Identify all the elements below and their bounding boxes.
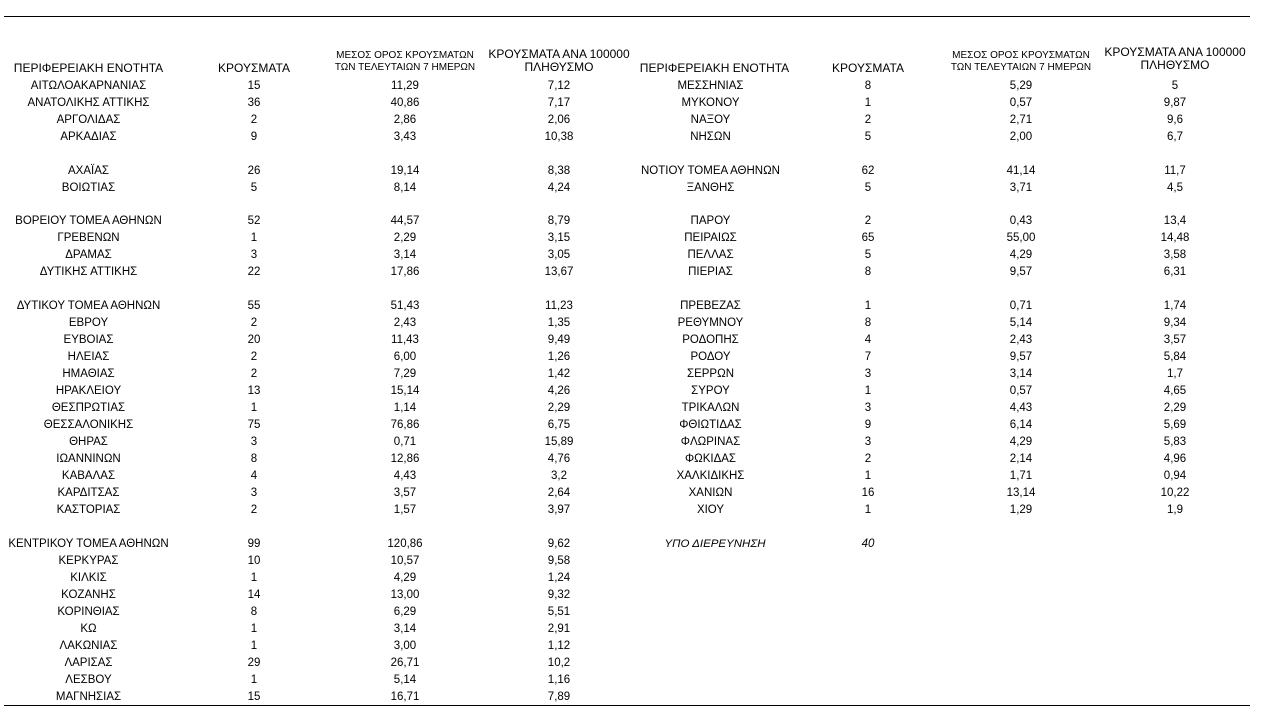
- cell-cases: 3: [864, 368, 872, 380]
- left-header-cases: ΚΡΟΥΣΜΑΤΑ: [218, 61, 290, 75]
- cell-cases: 10: [247, 555, 261, 567]
- cell-avg: 2,43: [1009, 334, 1033, 346]
- cell-cases: 52: [247, 215, 261, 227]
- cell-avg: 7,29: [393, 368, 417, 380]
- cell-region: ΔΡΑΜΑΣ: [65, 249, 112, 261]
- cell-cases: 15: [247, 80, 261, 92]
- cell-per: 6,31: [1163, 266, 1187, 278]
- cell-region: ΣΥΡΟΥ: [691, 385, 730, 397]
- cell-per: 11,7: [1164, 165, 1186, 177]
- cell-per: 9,6: [1167, 114, 1183, 126]
- cell-per: 3,97: [547, 504, 571, 516]
- table-row: [0, 264, 1264, 281]
- right-header-cases: ΚΡΟΥΣΜΑΤΑ: [832, 61, 904, 75]
- table-row: [0, 95, 1264, 112]
- cell-region: ΚΟΖΑΝΗΣ: [61, 589, 116, 601]
- cell-cases: 36: [247, 97, 261, 109]
- cell-region: ΜΕΣΣΗΝΙΑΣ: [677, 80, 744, 92]
- under-investigation-row: [0, 536, 1264, 553]
- cell-per: 4,96: [1163, 453, 1187, 465]
- cell-cases: 13: [247, 385, 261, 397]
- cell-avg: 3,14: [1009, 368, 1033, 380]
- cell-per: 1,16: [547, 674, 571, 686]
- cell-avg: 2,43: [393, 317, 417, 329]
- cell-avg: 55,00: [1006, 232, 1036, 244]
- right-header-avg: [946, 50, 1096, 74]
- cell-per: 4,65: [1163, 385, 1187, 397]
- table-row: [0, 213, 1264, 230]
- cell-per: 10,38: [544, 131, 574, 143]
- cell-region: ΚΙΛΚΙΣ: [70, 572, 107, 584]
- table-row: [0, 129, 1264, 146]
- cell-per: 1,9: [1167, 504, 1183, 516]
- cell-cases: 3: [864, 436, 872, 448]
- cell-region: ΣΕΡΡΩΝ: [686, 368, 735, 380]
- table-row: [0, 502, 1264, 519]
- cell-cases: 8: [864, 317, 872, 329]
- cell-cases: 1: [250, 674, 258, 686]
- cell-region: ΡΟΔΟΥ: [690, 351, 731, 363]
- cell-region: ΗΡΑΚΛΕΙΟΥ: [55, 385, 122, 397]
- cell-cases: 3: [250, 487, 258, 499]
- table-row: [0, 349, 1264, 366]
- cell-cases: 8: [250, 606, 258, 618]
- cell-region: ΙΩΑΝΝΙΝΩΝ: [56, 453, 121, 465]
- cell-cases: 4: [250, 470, 258, 482]
- cell-avg: 11,29: [391, 80, 419, 92]
- table-row: [0, 298, 1264, 315]
- cell-per: 5: [1171, 80, 1179, 92]
- cell-per: 6,7: [1167, 131, 1183, 143]
- cell-avg: 13,14: [1006, 487, 1036, 499]
- cell-region: ΚΑΣΤΟΡΙΑΣ: [56, 504, 121, 516]
- cell-avg: 15,14: [390, 385, 420, 397]
- cell-region: ΛΑΡΙΣΑΣ: [64, 657, 113, 669]
- cell-cases: 3: [864, 402, 872, 414]
- right-header-region: ΠΕΡΙΦΕΡΕΙΑΚΗ ΕΝΟΤΗΤΑ: [639, 61, 790, 75]
- cell-per: 9,34: [1163, 317, 1187, 329]
- table-row: [0, 553, 1264, 570]
- cell-cases: 2: [864, 114, 872, 126]
- cell-cases: 1: [864, 504, 872, 516]
- cell-cases: 3: [250, 436, 258, 448]
- cell-cases: 9: [250, 131, 258, 143]
- cell-avg: 12,86: [390, 453, 420, 465]
- cell-cases: 3: [250, 249, 258, 261]
- cell-avg: 0,71: [393, 436, 417, 448]
- cell-region: ΝΟΤΙΟΥ ΤΟΜΕΑ ΑΘΗΝΩΝ: [641, 165, 780, 177]
- table-row: [0, 383, 1264, 400]
- cell-per: 10,2: [547, 657, 571, 669]
- cell-region: ΧΑΝΙΩΝ: [688, 487, 733, 499]
- cell-cases: 1: [250, 640, 258, 652]
- cell-per: 2,06: [547, 114, 571, 126]
- left-header-per-line2: ΠΛΗΘΥΣΜΟ: [524, 60, 594, 74]
- cell-avg: 11,43: [391, 334, 419, 346]
- under-investigation-label: ΥΠΟ ΔΙΕΡΕΥΝΗΣΗ: [664, 538, 766, 550]
- cell-per: 15,89: [544, 436, 574, 448]
- cell-avg: 9,57: [1009, 351, 1033, 363]
- cell-cases: 5: [864, 182, 872, 194]
- cell-per: 7,12: [547, 80, 571, 92]
- cell-region: ΠΕΛΛΑΣ: [687, 249, 734, 261]
- cell-avg: 0,43: [1009, 215, 1033, 227]
- cell-avg: 4,29: [1009, 436, 1033, 448]
- cell-per: 3,05: [547, 249, 571, 261]
- table-row: [0, 655, 1264, 672]
- cell-region: ΞΑΝΘΗΣ: [686, 182, 735, 194]
- cell-cases: 5: [250, 182, 258, 194]
- cell-region: ΚΕΝΤΡΙΚΟΥ ΤΟΜΕΑ ΑΘΗΝΩΝ: [8, 538, 169, 550]
- cell-cases: 1: [250, 232, 258, 244]
- cell-avg: 3,00: [393, 640, 417, 652]
- cell-avg: 51,43: [390, 300, 420, 312]
- left-header-avg-line2: ΤΩΝ ΤΕΛΕΥΤΑΙΩΝ 7 ΗΜΕΡΩΝ: [334, 62, 476, 73]
- cell-avg: 3,71: [1009, 182, 1033, 194]
- cell-avg: 120,86: [387, 538, 423, 550]
- cell-per: 9,32: [547, 589, 571, 601]
- cell-per: 7,17: [547, 97, 571, 109]
- cell-cases: 1: [864, 385, 872, 397]
- cell-region: ΕΒΡΟΥ: [68, 317, 109, 329]
- cell-cases: 5: [864, 249, 872, 261]
- table-row: [0, 315, 1264, 332]
- cell-region: ΛΑΚΩΝΙΑΣ: [59, 640, 118, 652]
- cell-per: 0,94: [1163, 470, 1187, 482]
- cell-avg: 9,57: [1009, 266, 1033, 278]
- cell-cases: 1: [864, 300, 872, 312]
- table-row: [0, 468, 1264, 485]
- cell-per: 4,5: [1167, 182, 1183, 194]
- cell-cases: 2: [250, 368, 258, 380]
- cell-avg: 19,14: [390, 165, 420, 177]
- cell-avg: 8,14: [393, 182, 417, 194]
- cell-avg: 3,43: [393, 131, 417, 143]
- table-row: [0, 485, 1264, 502]
- cell-per: 13,4: [1163, 215, 1187, 227]
- right-header-avg-line1: ΜΕΣΟΣ ΟΡΟΣ ΚΡΟΥΣΜΑΤΩΝ: [952, 50, 1090, 61]
- cell-cases: 4: [864, 334, 872, 346]
- cell-avg: 4,43: [393, 470, 417, 482]
- cell-cases: 1: [250, 402, 258, 414]
- cell-cases: 20: [247, 334, 261, 346]
- cell-avg: 13,00: [390, 589, 420, 601]
- cell-avg: 44,57: [390, 215, 420, 227]
- cell-avg: 5,29: [1009, 80, 1033, 92]
- cell-cases: 55: [247, 300, 261, 312]
- cell-avg: 6,29: [393, 606, 417, 618]
- cell-region: ΜΥΚΟΝΟΥ: [681, 97, 740, 109]
- cell-per: 13,67: [544, 266, 574, 278]
- cell-region: ΝΑΞΟΥ: [690, 114, 731, 126]
- right-header-per-line1: ΚΡΟΥΣΜΑΤΑ ΑΝΑ 100000: [1104, 45, 1246, 59]
- cell-cases: 8: [864, 80, 872, 92]
- cell-per: 5,83: [1163, 436, 1187, 448]
- cell-per: 8,79: [547, 215, 571, 227]
- cell-region: ΘΕΣΣΑΛΟΝΙΚΗΣ: [43, 419, 134, 431]
- cell-per: 4,24: [547, 182, 571, 194]
- cell-region: ΛΕΣΒΟΥ: [65, 674, 112, 686]
- cell-avg: 4,43: [1009, 402, 1033, 414]
- cell-per: 2,29: [547, 402, 571, 414]
- cell-avg: 2,29: [393, 232, 417, 244]
- table-row: [0, 180, 1264, 197]
- cell-avg: 0,57: [1009, 97, 1033, 109]
- cell-per: 1,12: [547, 640, 571, 652]
- cell-cases: 9: [864, 419, 872, 431]
- cell-region: ΡΟΔΟΠΗΣ: [682, 334, 739, 346]
- cell-cases: 1: [864, 97, 872, 109]
- right-header-avg-line2: ΤΩΝ ΤΕΛΕΥΤΑΙΩΝ 7 ΗΜΕΡΩΝ: [950, 62, 1092, 73]
- table-row: [0, 451, 1264, 468]
- left-header-per: [482, 48, 636, 74]
- cell-avg: 4,29: [393, 572, 417, 584]
- table-row: [0, 366, 1264, 383]
- table-row: [0, 230, 1264, 247]
- cell-avg: 1,57: [393, 504, 417, 516]
- cell-cases: 2: [250, 504, 258, 516]
- cell-per: 3,15: [547, 232, 571, 244]
- cell-region: ΠΡΕΒΕΖΑΣ: [680, 300, 741, 312]
- cell-region: ΜΑΓΝΗΣΙΑΣ: [55, 691, 122, 703]
- cell-per: 2,29: [1163, 402, 1187, 414]
- cell-per: 1,74: [1163, 300, 1187, 312]
- cell-avg: 76,86: [390, 419, 420, 431]
- cell-cases: 2: [250, 351, 258, 363]
- cell-region: ΕΥΒΟΙΑΣ: [63, 334, 114, 346]
- cell-cases: 14: [247, 589, 261, 601]
- cell-cases: 15: [247, 691, 261, 703]
- cell-cases: 22: [247, 266, 261, 278]
- table-row: [0, 400, 1264, 417]
- cell-per: 4,76: [547, 453, 571, 465]
- table-row: [0, 689, 1264, 706]
- cell-avg: 5,14: [393, 674, 417, 686]
- cell-cases: 62: [861, 165, 875, 177]
- cell-per: 11,23: [545, 300, 573, 312]
- cell-per: 2,64: [547, 487, 571, 499]
- cell-region: ΝΗΣΩΝ: [690, 131, 731, 143]
- cell-per: 1,35: [547, 317, 571, 329]
- cell-region: ΘΕΣΠΡΩΤΙΑΣ: [51, 402, 126, 414]
- cell-avg: 6,14: [1009, 419, 1033, 431]
- cell-cases: 1: [250, 623, 258, 635]
- cell-region: ΚΟΡΙΝΘΙΑΣ: [57, 606, 120, 618]
- table-row: [0, 587, 1264, 604]
- cell-per: 5,69: [1163, 419, 1187, 431]
- cell-per: 1,24: [547, 572, 571, 584]
- table-row: [0, 638, 1264, 655]
- table-row: [0, 434, 1264, 451]
- table-row: [0, 78, 1264, 95]
- cell-per: 5,84: [1163, 351, 1187, 363]
- cell-per: 3,2: [551, 470, 567, 482]
- table-row: [0, 112, 1264, 129]
- cell-region: ΚΩ: [80, 623, 97, 635]
- cell-cases: 1: [250, 572, 258, 584]
- table-row: [0, 163, 1264, 180]
- right-header-per: [1098, 46, 1252, 72]
- cell-region: ΦΛΩΡΙΝΑΣ: [680, 436, 741, 448]
- cell-per: 9,87: [1163, 97, 1187, 109]
- cell-avg: 41,14: [1006, 165, 1036, 177]
- right-header-per-line2: ΠΛΗΘΥΣΜΟ: [1140, 58, 1210, 72]
- cell-cases: 7: [864, 351, 872, 363]
- left-header-avg-line1: ΜΕΣΟΣ ΟΡΟΣ ΚΡΟΥΣΜΑΤΩΝ: [336, 50, 474, 61]
- cell-region: ΠΑΡΟΥ: [690, 215, 731, 227]
- cell-region: ΑΡΓΟΛΙΔΑΣ: [56, 114, 121, 126]
- cell-avg: 17,86: [390, 266, 420, 278]
- table-row: [0, 621, 1264, 638]
- cell-per: 1,42: [547, 368, 571, 380]
- cell-avg: 0,71: [1009, 300, 1033, 312]
- cell-region: ΦΘΙΩΤΙΔΑΣ: [679, 419, 742, 431]
- cell-per: 9,58: [547, 555, 571, 567]
- cell-per: 5,51: [547, 606, 571, 618]
- cell-avg: 2,00: [1009, 131, 1033, 143]
- cell-region: ΘΗΡΑΣ: [69, 436, 108, 448]
- cell-cases: 8: [864, 266, 872, 278]
- cell-avg: 5,14: [1009, 317, 1033, 329]
- cell-region: ΔΥΤΙΚΗΣ ΑΤΤΙΚΗΣ: [39, 266, 138, 278]
- cell-cases: 99: [247, 538, 261, 550]
- cell-avg: 2,14: [1009, 453, 1033, 465]
- cell-region: ΗΜΑΘΙΑΣ: [62, 368, 115, 380]
- cell-cases: 2: [250, 114, 258, 126]
- under-investigation-cases: 40: [861, 538, 875, 550]
- cell-cases: 65: [861, 232, 875, 244]
- cell-region: ΗΛΕΙΑΣ: [67, 351, 110, 363]
- cell-cases: 26: [247, 165, 261, 177]
- bottom-rule: [4, 705, 1250, 706]
- cell-avg: 40,86: [390, 97, 420, 109]
- cell-region: ΑΧΑΪΑΣ: [68, 165, 109, 177]
- cell-per: 9,62: [547, 538, 571, 550]
- table-row: [0, 417, 1264, 434]
- cell-avg: 0,57: [1009, 385, 1033, 397]
- cell-region: ΑΝΑΤΟΛΙΚΗΣ ΑΤΤΙΚΗΣ: [27, 97, 150, 109]
- cell-avg: 6,00: [393, 351, 417, 363]
- cell-region: ΑΙΤΩΛΟΑΚΑΡΝΑΝΙΑΣ: [30, 80, 147, 92]
- cell-avg: 1,71: [1009, 470, 1033, 482]
- cell-cases: 2: [864, 453, 872, 465]
- cell-region: ΒΟΙΩΤΙΑΣ: [61, 182, 116, 194]
- cell-per: 6,75: [547, 419, 571, 431]
- cell-per: 3,58: [1163, 249, 1187, 261]
- cell-cases: 75: [247, 419, 261, 431]
- cell-avg: 2,71: [1009, 114, 1033, 126]
- cell-avg: 26,71: [390, 657, 420, 669]
- left-header-region: ΠΕΡΙΦΕΡΕΙΑΚΗ ΕΝΟΤΗΤΑ: [13, 61, 164, 75]
- cell-avg: 3,14: [393, 249, 417, 261]
- cell-avg: 1,14: [393, 402, 417, 414]
- cell-per: 2,91: [547, 623, 571, 635]
- cell-per: 9,49: [547, 334, 571, 346]
- cell-region: ΒΟΡΕΙΟΥ ΤΟΜΕΑ ΑΘΗΝΩΝ: [15, 215, 162, 227]
- cell-avg: 3,57: [393, 487, 417, 499]
- cell-region: ΔΥΤΙΚΟΥ ΤΟΜΕΑ ΑΘΗΝΩΝ: [16, 300, 161, 312]
- cell-cases: 8: [250, 453, 258, 465]
- cell-region: ΤΡΙΚΑΛΩΝ: [681, 402, 740, 414]
- table-row: [0, 672, 1264, 689]
- cell-cases: 1: [864, 470, 872, 482]
- cell-cases: 16: [861, 487, 875, 499]
- table-row: [0, 570, 1264, 587]
- left-header-avg: [330, 50, 480, 74]
- table-row: [0, 604, 1264, 621]
- cell-avg: 1,29: [1009, 504, 1033, 516]
- cell-region: ΠΙΕΡΙΑΣ: [688, 266, 733, 278]
- cell-per: 14,48: [1160, 232, 1190, 244]
- cell-per: 1,7: [1167, 368, 1183, 380]
- cell-region: ΧΑΛΚΙΔΙΚΗΣ: [676, 470, 745, 482]
- cell-region: ΓΡΕΒΕΝΩΝ: [57, 232, 120, 244]
- cell-cases: 29: [247, 657, 261, 669]
- cell-cases: 2: [864, 215, 872, 227]
- cell-per: 3,57: [1163, 334, 1187, 346]
- cell-avg: 2,86: [393, 114, 417, 126]
- cell-avg: 16,71: [390, 691, 420, 703]
- cell-per: 4,26: [547, 385, 571, 397]
- cell-per: 1,26: [547, 351, 571, 363]
- cell-region: ΚΑΒΑΛΑΣ: [61, 470, 116, 482]
- cell-avg: 3,14: [393, 623, 417, 635]
- cell-avg: 10,57: [390, 555, 420, 567]
- cell-cases: 2: [250, 317, 258, 329]
- cell-avg: 4,29: [1009, 249, 1033, 261]
- cell-per: 7,89: [547, 691, 571, 703]
- cell-cases: 5: [864, 131, 872, 143]
- left-header-per-line1: ΚΡΟΥΣΜΑΤΑ ΑΝΑ 100000: [488, 47, 630, 61]
- cell-region: ΚΕΡΚΥΡΑΣ: [58, 555, 119, 567]
- cell-per: 8,38: [547, 165, 571, 177]
- cell-region: ΠΕΙΡΑΙΩΣ: [684, 232, 737, 244]
- cell-region: ΦΩΚΙΔΑΣ: [684, 453, 737, 465]
- cell-region: ΑΡΚΑΔΙΑΣ: [60, 131, 117, 143]
- cell-region: ΧΙΟΥ: [696, 504, 725, 516]
- table-row: [0, 247, 1264, 264]
- cell-region: ΚΑΡΔΙΤΣΑΣ: [57, 487, 120, 499]
- top-rule: [4, 16, 1250, 17]
- cell-region: ΡΕΘΥΜΝΟΥ: [677, 317, 744, 329]
- table-row: [0, 332, 1264, 349]
- cell-per: 10,22: [1160, 487, 1190, 499]
